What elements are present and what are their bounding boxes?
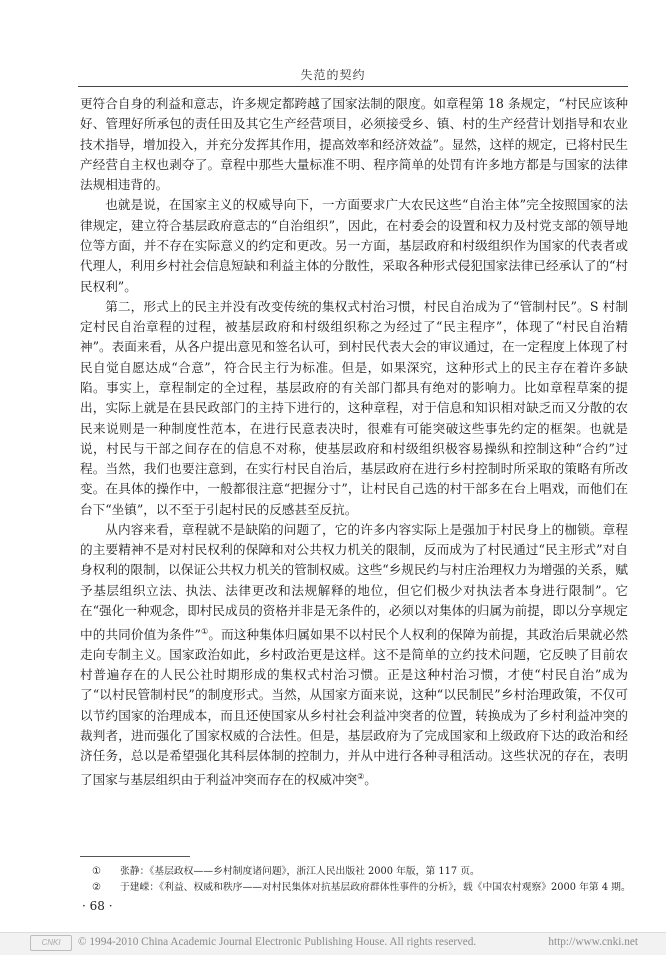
cnki-link[interactable]: http://www.cnki.net xyxy=(548,936,638,948)
copyright-notice xyxy=(78,936,638,948)
footnote-ref[interactable]: ① xyxy=(200,626,209,636)
paragraph-with-footnote-refs xyxy=(80,520,628,790)
footnote-mark: ① xyxy=(92,866,101,877)
footnote xyxy=(92,880,632,896)
footnote-text: 张静：《基层政权——乡村制度诸问题》，浙江人民出版社 2000 年版，第 117 页。 xyxy=(120,866,480,877)
paragraph: 也就是说，在国家主义的权威导向下，一方面要求广大农民这些“自治主体”完全按照国家的法律规定，建立符合基层政府意志的“自治组织”，因此，在村委会的设置和权力及村党支部的领导地位等方面，并不存在实际意义的约定和更改。另一方面，基层政府和村级组织作为国家的代表者或代理人，利用乡村社会信息短缺和利益主体的分散性，采取各种形式侵犯国家法律已经承认了的“村民权利”。 xyxy=(80,197,628,294)
body-text xyxy=(80,94,628,790)
copyright-text: © 1994-2010 China Academic Journal Electronic Publishing House. All rights reserved. xyxy=(78,936,477,948)
paragraph: 第二，形式上的民主并没有改变传统的集权式村治习惯，村民自治成为了“管制村民”。S 村制定村民自治章程的过程，被基层政府和村级组织称之为经过了“民主程序”，体现了“村民自治精神”。表面来看，从各户提出意见和签名认可，到村民代表大会的审议通过，在一定程度上体现了村民自觉自愿达成“合意”，符合民主行为标准。但是，如果深究，这种形式上的民主存在着许多缺陷。事实上，章程制定的全过程，基层政府的有关部门都具有绝对的影响力。比如章程草案的提出，实际上就是在县民政部门的主持下进行的，这种章程，对于信息和知识相对缺乏而又分散的农民来说则是一种制度性范本，在进行民意表决时，很难有可能突破这些事先约定的框架。也就是说，村民与干部之间存在的信息不对称，使基层政府和村级组织极容易操纵和控制这种“合约”过程。当然，我们也要注意到，在实行村民自治后，基层政府在进行乡村控制时所采取的策略有所改变。在具体的操作中，一般都很注意“把握分寸”，让村民自己选的村干部多在台上唱戏，而他们在台下“坐镇”，以不至于引起村民的反感甚至反抗。 xyxy=(80,298,628,517)
footnote-mark: ② xyxy=(92,882,101,893)
running-title: 失范的契约 xyxy=(300,68,366,82)
footnote xyxy=(92,864,632,880)
header-rule xyxy=(78,86,628,87)
footnote-ref[interactable]: ② xyxy=(357,771,365,781)
footnote-rule xyxy=(80,856,190,857)
paragraph: 更符合自身的利益和意志，许多规定都跨越了国家法制的限度。如章程第 18 条规定，“村民应该种好、管理好所承包的责任田及其它生产经营项目，必须接受乡、镇、村的生产经营计划指导和农业技术指导，增加投入，并充分发挥其作用，提高效率和经济效益”。显然，这样的规定，已将村民生产经营自主权也剥夺了。章程中那些大量标准不明、程序简单的处罚有许多地方都是与国家的法律法规相违背的。 xyxy=(80,96,628,193)
paragraph-text: 从内容来看，章程就不是缺陷的问题了，它的许多内容实际上是强加于村民身上的枷锁。章程的主要精神不是对村民权利的保障和对公共权力机关的限制，反而成为了村民通过“民主形式”对自身权利的限制，以保证公共权力机关的管制权威。这些“乡规民约与村庄治理权力为增强的关系，赋予基层组织立法、执法、法律更改和法规解释的地位，但它们极少对执法者本身进行限制”。它在“强化一种观念，即村民成员的资格并非是无条件的，必须以对集体的归属为前提，即以分享规定中的共同价值为条件”①。而这种集体归属如果不以村民个人权利的保障为前提，其政治后果就必然走向专制主义。国家政治如此，乡村政治更是这样。这不是简单的立约技术问题，它反映了目前农村普遍存在的人民公社时期形成的集权式村治习惯。正是这种村治习惯，才使“村民自治”成为了“以村民管制村民”的制度形式。当然，从国家方面来说，这种“以民制民”乡村治理政策，不仅可以节约国家的治理成本，而且还使国家从乡村社会利益冲突者的位置，转换成为了乡村利益冲突的裁判者，进而强化了国家权威的合法性。但是，基层政府为了完成国家和上级政府下达的政治和经济任务，总以是希望强化其科层体制的控制力，并从中进行各种寻租活动。这些状况的存在，表明了国家与基层组织由于利益冲突而存在的权威冲突②。 xyxy=(80,521,628,787)
footnote-text: 于建嵘：《利益、权威和秩序——对村民集体对抗基层政府群体性事件的分析》，载《中国农村观察》2000 年第 4 期。 xyxy=(120,882,631,893)
page-number: · 68 · xyxy=(82,899,113,913)
footnotes xyxy=(92,864,632,896)
cnki-logo: CNKI xyxy=(30,935,72,951)
